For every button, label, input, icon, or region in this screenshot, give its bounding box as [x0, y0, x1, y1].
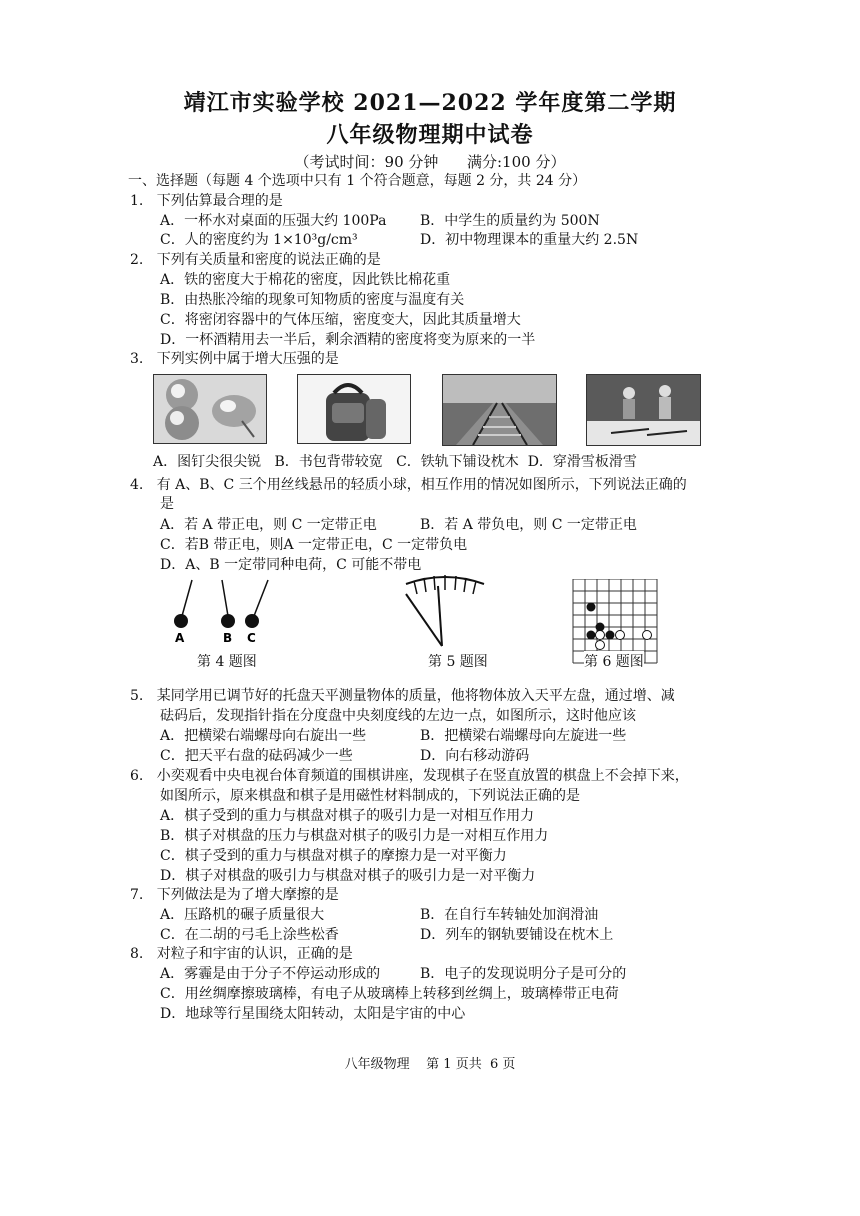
- section-heading: 一、选择题（每题 4 个选项中只有 1 个符合题意，每题 2 分，共 24 分）: [128, 173, 587, 189]
- q2-option-b: B．由热胀冷缩的现象可知物质的密度与温度有关: [160, 292, 465, 308]
- q4-stem-line2: 是: [160, 496, 174, 512]
- ball-label-a: A: [175, 631, 185, 645]
- exam-school-title: 靖江市实验学校 2021—2022 学年度第二学期: [183, 90, 677, 116]
- q4-option-a: A．若 A 带正电，则 C 一定带正电: [160, 517, 377, 533]
- q2-option-c: C．将密闭容器中的气体压缩，密度变大，因此其质量增大: [160, 312, 521, 328]
- q7-option-a: A．压路机的碾子质量很大: [160, 907, 325, 923]
- fig4-hanging-balls: [160, 578, 280, 648]
- q2-stem: 2. 下列有关质量和密度的说法正确的是: [130, 252, 381, 268]
- backpack-photo: [297, 374, 411, 444]
- q1-stem: 1. 下列估算最合理的是: [130, 193, 283, 209]
- fig4-caption: 第 4 题图: [197, 654, 257, 670]
- q4-stem-line1: 4. 有 A、B、C 三个用丝线悬吊的轻质小球，相互作用的情况如图所示，下列说法正确的: [130, 477, 687, 493]
- q4-option-d: D．A、B 一定带同种电荷，C 可能不带电: [160, 557, 422, 573]
- q5-option-c: C．把天平右盘的砝码减少一些: [160, 748, 353, 764]
- q5-option-d: D．向右移动游码: [420, 748, 530, 764]
- exam-info: （考试时间：90 分钟 满分:100 分）: [294, 153, 566, 171]
- q6-option-c: C．棋子受到的重力与棋盘对棋子的摩擦力是一对平衡力: [160, 848, 507, 864]
- q1-option-b: B．中学生的质量约为 500N: [420, 213, 600, 229]
- q8-option-b: B．电子的发现说明分子是可分的: [420, 966, 627, 982]
- q5-option-a: A．把横梁右端螺母向右旋出一些: [160, 728, 367, 744]
- q6-stem-line1: 6. 小奕观看中央电视台体育频道的围棋讲座，发现棋子在竖直放置的棋盘上不会掉下来，: [130, 768, 689, 784]
- q7-option-d: D．列车的钢轨要铺设在枕木上: [420, 927, 614, 943]
- skiing-photo: [586, 374, 701, 446]
- q6-option-b: B．棋子对棋盘的压力与棋盘对棋子的吸引力是一对相互作用力: [160, 828, 549, 844]
- q7-option-b: B．在自行车转轴处加润滑油: [420, 907, 599, 923]
- q5-stem-line2: 砝码后，发现指针指在分度盘中央刻度线的左边一点，如图所示，这时他应该: [160, 708, 636, 724]
- q8-stem: 8. 对粒子和宇宙的认识，正确的是: [130, 946, 353, 962]
- q6-stem-line2: 如图所示，原来棋盘和棋子是用磁性材料制成的，下列说法正确的是: [160, 788, 580, 804]
- q2-option-d: D．一杯酒精用去一半后，剩余酒精的密度将变为原来的一半: [160, 332, 536, 348]
- q8-option-d: D．地球等行星围绕太阳转动，太阳是宇宙的中心: [160, 1006, 466, 1022]
- q3-options: A．图钉尖很尖锐 B．书包背带较宽 C．铁轨下铺设枕木 D．穿滑雪板滑雪: [153, 454, 637, 470]
- fig5-balance-dial: [400, 572, 490, 652]
- q7-option-c: C．在二胡的弓毛上涂些松香: [160, 927, 339, 943]
- q7-stem: 7. 下列做法是为了增大摩擦的是: [130, 887, 339, 903]
- q1-option-a: A．一杯水对桌面的压强大约 100Pa: [160, 213, 387, 229]
- q8-option-c: C．用丝绸摩擦玻璃棒，有电子从玻璃棒上转移到丝绸上，玻璃棒带正电荷: [160, 986, 619, 1002]
- ball-label-c: C: [247, 631, 256, 645]
- fig6-caption: 第 6 题图: [584, 651, 644, 671]
- q6-option-d: D．棋子对棋盘的吸引力与棋盘对棋子的吸引力是一对平衡力: [160, 868, 536, 884]
- page-footer: 八年级物理 第 1 页共 6 页: [344, 1057, 516, 1072]
- fig5-caption: 第 5 题图: [428, 654, 488, 670]
- q8-option-a: A．雾霾是由于分子不停运动形成的: [160, 966, 381, 982]
- thumbtack-photo: [153, 374, 267, 444]
- q6-option-a: A．棋子受到的重力与棋盘对棋子的吸引力是一对相互作用力: [160, 808, 535, 824]
- q2-option-a: A．铁的密度大于棉花的密度，因此铁比棉花重: [160, 272, 451, 288]
- railway-photo: [442, 374, 557, 446]
- q1-option-c: C．人的密度约为 1×10³g/cm³: [160, 232, 358, 248]
- q5-option-b: B．把横梁右端螺母向左旋进一些: [420, 728, 627, 744]
- ball-label-b: B: [223, 631, 233, 645]
- q4-option-c: C．若B 带正电，则A 一定带正电，C 一定带负电: [160, 537, 468, 553]
- exam-title: 八年级物理期中试卷: [326, 122, 534, 148]
- q1-option-d: D．初中物理课本的重量大约 2.5N: [420, 232, 639, 248]
- q3-stem: 3. 下列实例中属于增大压强的是: [130, 351, 339, 367]
- q5-stem-line1: 5. 某同学用已调节好的托盘天平测量物体的质量，他将物体放入天平左盘，通过增、减: [130, 688, 675, 704]
- q4-option-b: B．若 A 带负电，则 C 一定带正电: [420, 517, 637, 533]
